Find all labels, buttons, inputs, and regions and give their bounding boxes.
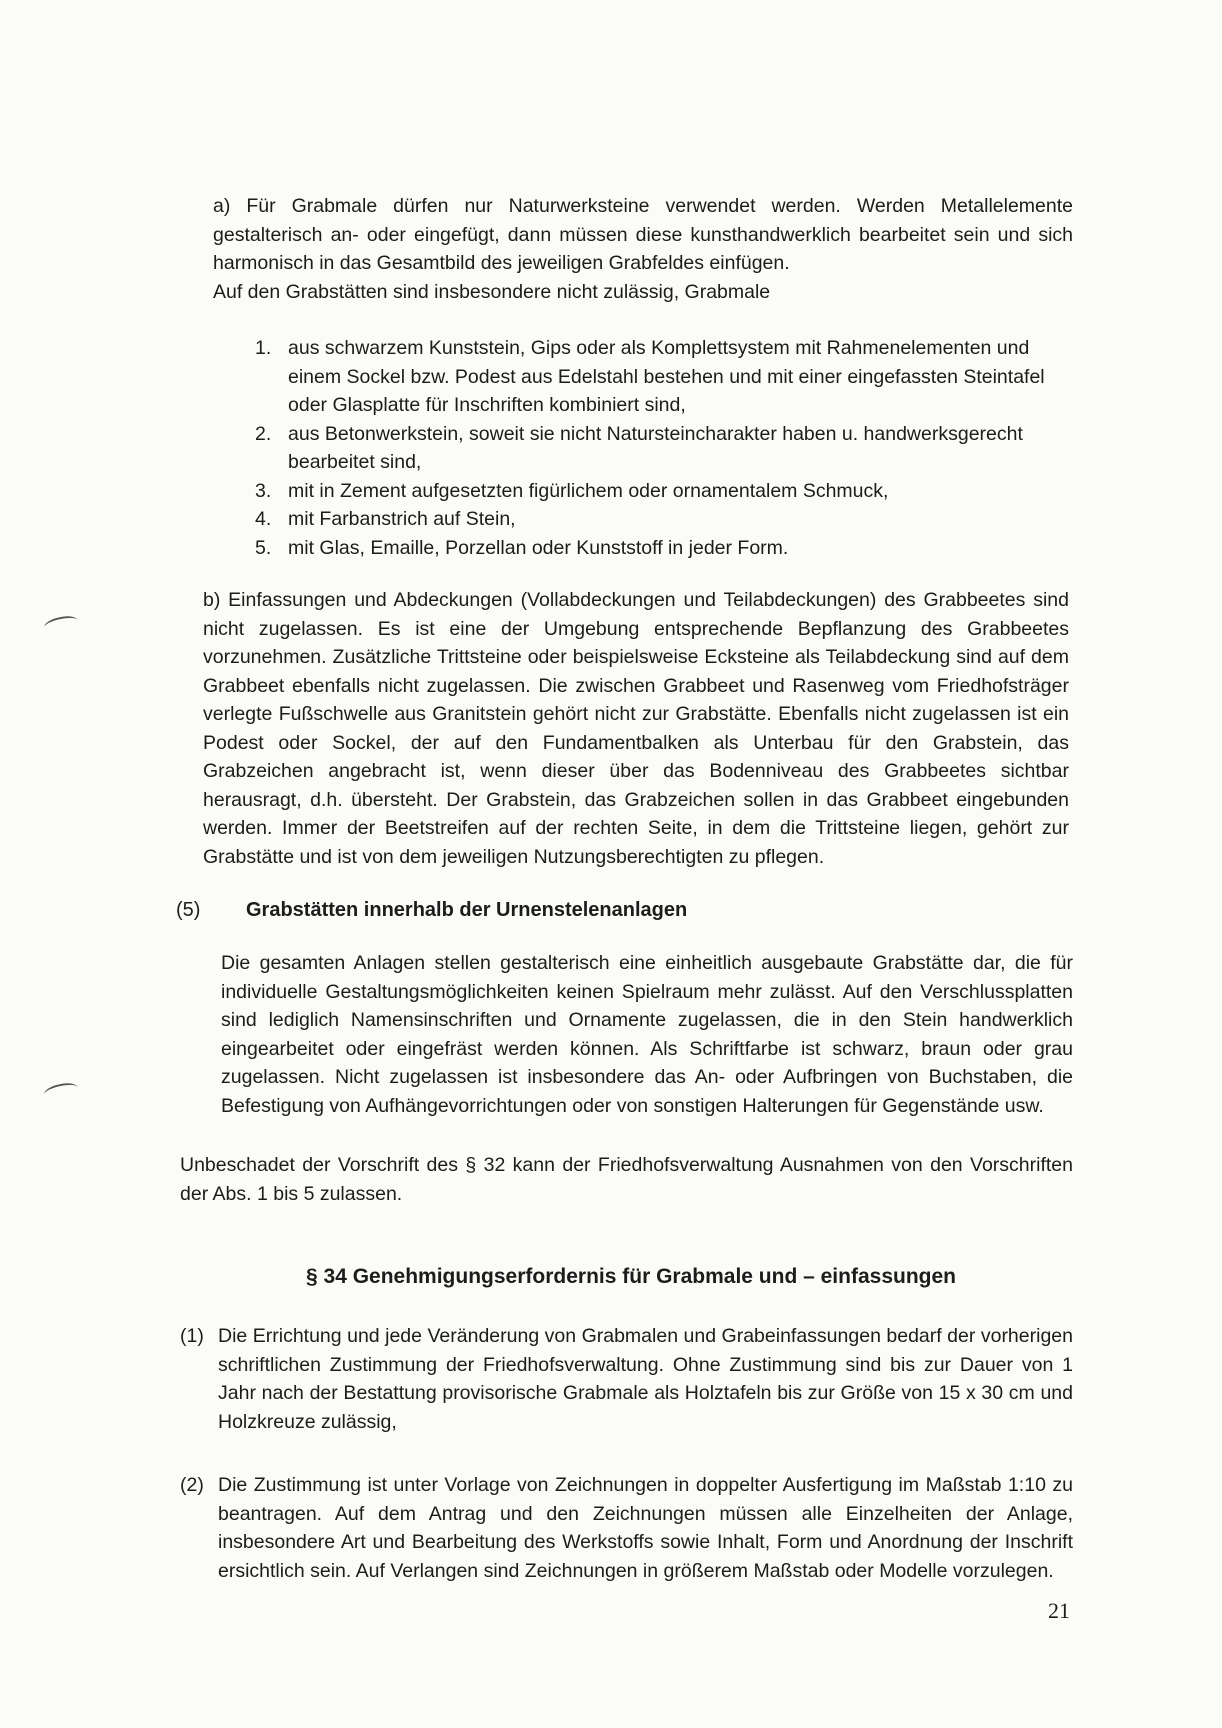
exception-clause: Unbeschadet der Vorschrift des § 32 kann der Friedhofsverwaltung Ausnahmen von den Vorschriften der Abs. 1 bis 5 zulassen. <box>180 1154 1073 1205</box>
list-item-number: 4. <box>255 508 272 530</box>
section-5-title: Grabstätten innerhalb der Urnenstelenanlagen <box>246 899 688 921</box>
list-item-number: 2. <box>255 422 272 445</box>
list-item-text: aus schwarzem Kunststein, Gips oder als Komplettsystem mit Rahmenelementen und einem Sockel bzw. Podest aus Edelstahl bestehen und mit einer eingefassten Steintafel oder Glasplatte für Inschriften kombiniert sind, <box>288 337 1045 416</box>
list-item-number: 1. <box>255 337 272 359</box>
section-34-title: § 34 Genehmigungserfordernis für Grabmale und – einfassungen <box>306 1265 956 1288</box>
section-5-text: Die gesamten Anlagen stellen gestalterisch eine einheitlich ausgebaute Grabstätte dar, die für individuelle Gestaltungsmöglichkeiten keinen Spielraum mehr zulässt. Auf den Verschlussplatten sind lediglich Namensinschriften und Ornamente zugelassen, die in den Stein handwerklich eingearbeitet oder eingefräst werden können. Als Schriftfarbe ist schwarz, braun oder grau zugelassen. Nicht zugelassen ist insbesondere das An- oder Aufbringen von Buchstaben, die Befestigung von Aufhängevorrichtungen oder von sonstigen Halterungen für Gegenstände usw. <box>221 952 1073 1117</box>
section-5-number: (5) <box>176 899 201 921</box>
list-item-number: 3. <box>255 479 272 502</box>
list-item <box>255 534 1073 563</box>
prohibited-grave-markers-list <box>255 334 1073 562</box>
list-item-text: mit in Zement aufgesetzten figürlichem oder ornamentalem Schmuck, <box>288 479 889 502</box>
paragraph-number: (2) <box>180 1474 204 1496</box>
list-item <box>255 420 1073 477</box>
list-item-text: aus Betonwerkstein, soweit sie nicht Natursteincharakter haben u. handwerksgerecht bearbeitet sind, <box>288 422 1023 473</box>
punch-hole-mark <box>43 1081 79 1102</box>
paragraph-b: b) Einfassungen und Abdeckungen (Vollabdeckungen und Teilabdeckungen) des Grabbeetes sind nicht zugelassen. Es ist eine der Umgebung entsprechende Bepflanzung des Grabbeetes vorzunehmen. Zusätzliche Trittsteine oder beispielsweise Ecksteine als Teilabdeckung sind auf dem Grabbeet ebenfalls nicht zugelassen. Die zwischen Grabbeet und Rasenweg vom Friedhofsträger verlegte Fußschwelle aus Granitstein gehört nicht zur Grabstätte. Ebenfalls nicht zugelassen ist ein Podest oder Sockel, der auf den Fundamentbalken als Unterbau für den Grabstein, das Grabzeichen angebracht ist, wenn dieser über das Bodenniveau des Grabbeetes sichtbar herausragt, d.h. übersteht. Der Grabstein, das Grabzeichen sollen in das Grabbeet eingebunden werden. Immer der Beetstreifen auf der rechten Seite, in dem die Trittsteine liegen, gehört zur Grabstätte und ist von dem jeweiligen Nutzungsberechtigten zu pflegen. <box>203 589 1069 868</box>
paragraph-text: Die Zustimmung ist unter Vorlage von Zeichnungen in doppelter Ausfertigung im Maßstab 1:10 zu beantragen. Auf dem Antrag und den Zeichnungen müssen alle Einzelheiten der Anlage, insbesondere Art und Bearbeitung des Werkstoffs sowie Inhalt, Form und Anordnung der Inschrift ersichtlich sein. Auf Verlangen sind Zeichnungen in größerem Maßstab oder Modelle vorzulegen. <box>218 1474 1073 1582</box>
list-item <box>255 477 1073 506</box>
paragraph-number: (1) <box>180 1325 204 1347</box>
list-item <box>255 334 1073 420</box>
list-item <box>255 505 1073 534</box>
paragraph-a: a) Für Grabmale dürfen nur Naturwerksteine verwendet werden. Werden Metallelemente gestalterisch an- oder eingefügt, dann müssen diese kunsthandwerklich bearbeitet sein und sich harmonisch in das Gesamtbild des jeweiligen Grabfeldes einfügen. <box>213 195 1073 274</box>
list-item-number: 5. <box>255 536 272 559</box>
paragraph-a-intro: Auf den Grabstätten sind insbesondere nicht zulässig, Grabmale <box>213 281 771 303</box>
page-number: 21 <box>1048 1598 1070 1623</box>
list-item-text: mit Farbanstrich auf Stein, <box>288 508 516 530</box>
section-5-heading <box>176 896 687 924</box>
punch-hole-mark <box>43 614 79 635</box>
list-item-text: mit Glas, Emaille, Porzellan oder Kunststoff in jeder Form. <box>288 536 789 559</box>
paragraph-text: Die Errichtung und jede Veränderung von Grabmalen und Grabeinfassungen bedarf der vorherigen schriftlichen Zustimmung der Friedhofsverwaltung. Ohne Zustimmung sind bis zur Dauer von 1 Jahr nach der Bestattung provisorische Grabmale als Holztafeln bis zur Größe von 15 x 30 cm und Holzkreuze zulässig, <box>218 1325 1073 1433</box>
